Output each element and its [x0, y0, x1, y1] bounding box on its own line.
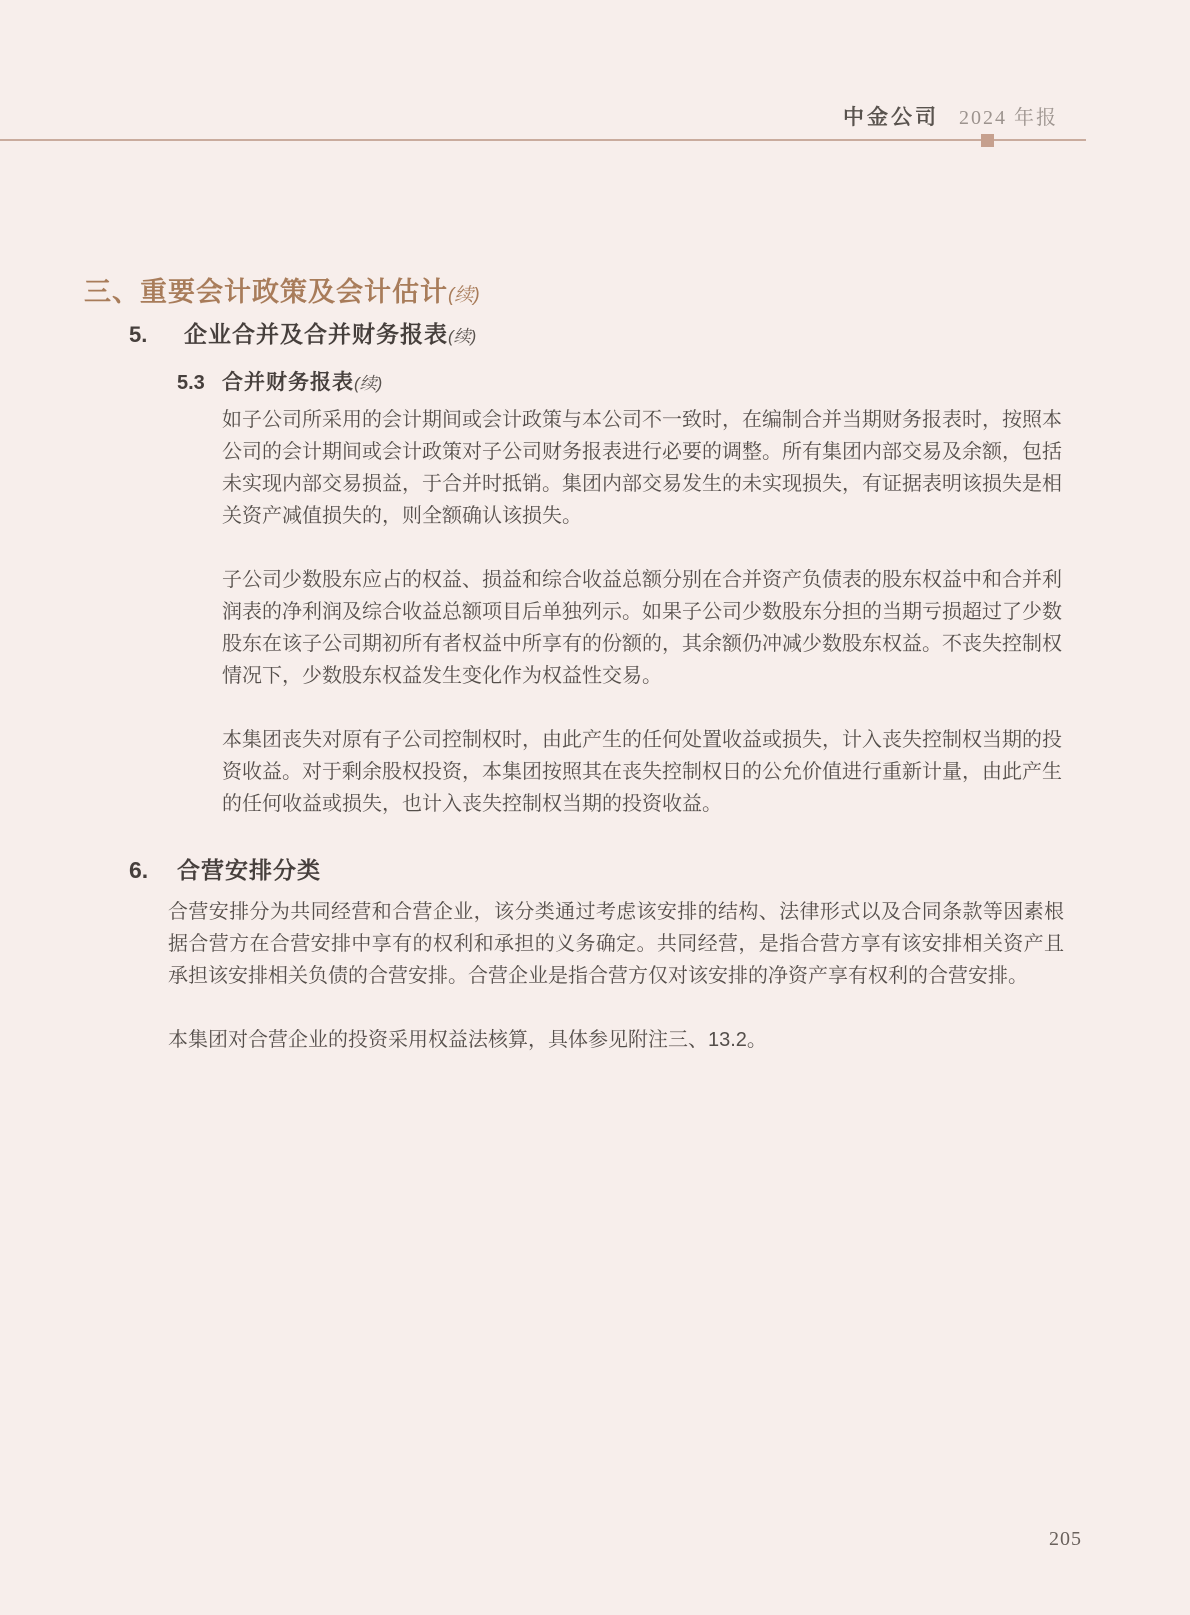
section-heading-5-3	[177, 366, 382, 396]
section-5-title-text: 企业合并及合并财务报表	[184, 321, 448, 347]
section-5-title	[184, 316, 476, 349]
paragraph: 如子公司所采用的会计期间或会计政策与本公司不一致时，在编制合并当期财务报表时，按照本公司的会计期间或会计政策对子公司财务报表进行必要的调整。所有集团内部交易及余额，包括未实现内部交易损益，于合并时抵销。集团内部交易发生的未实现损失，有证据表明该损失是相关资产减值损失的，则全额确认该损失。	[222, 409, 1062, 527]
header-rule-marker	[981, 134, 994, 147]
section-5-3-body	[222, 404, 1062, 820]
section-5-3-number: 5.3	[177, 372, 205, 394]
paragraph: 本集团丧失对原有子公司控制权时，由此产生的任何处置收益或损失，计入丧失控制权当期的投资收益。对于剩余股权投资，本集团按照其在丧失控制权日的公允价值进行重新计量，由此产生的任何收益或损失，也计入丧失控制权当期的投资收益。	[222, 729, 1062, 815]
section-heading-5	[129, 316, 476, 349]
section-heading-major	[84, 270, 480, 309]
section-heading-major-continued: (续)	[448, 285, 480, 306]
report-year: 2024 年报	[959, 107, 1058, 129]
section-5-3-title-text: 合并财务报表	[222, 371, 354, 394]
section-6-body	[168, 896, 1064, 1056]
section-6-title: 合营安排分类	[177, 857, 321, 883]
company-name: 中金公司	[843, 105, 939, 129]
page-header	[0, 101, 1058, 131]
section-5-3-title	[222, 366, 382, 396]
section-5-number: 5.	[129, 322, 148, 347]
section-heading-major-text: 三、重要会计政策及会计估计	[84, 277, 448, 307]
section-5-continued: (续)	[448, 327, 477, 346]
page-number: 205	[1049, 1528, 1082, 1550]
section-heading-6	[129, 852, 321, 885]
paragraph: 合营安排分为共同经营和合营企业，该分类通过考虑该安排的结构、法律形式以及合同条款等因素根据合营方在合营安排中享有的权利和承担的义务确定。共同经营，是指合营方享有该安排相关资产且承担该安排相关负债的合营安排。合营企业是指合营方仅对该安排的净资产享有权利的合营安排。	[168, 901, 1064, 987]
section-6-number: 6.	[129, 857, 149, 883]
section-5-3-continued: (续)	[354, 374, 383, 393]
paragraph: 本集团对合营企业的投资采用权益法核算，具体参见附注三、13.2。	[168, 1029, 767, 1051]
header-rule	[0, 139, 1086, 141]
paragraph: 子公司少数股东应占的权益、损益和综合收益总额分别在合并资产负债表的股东权益中和合并利润表的净利润及综合收益总额项目后单独列示。如果子公司少数股东分担的当期亏损超过了少数股东在该子公司期初所有者权益中所享有的份额的，其余额仍冲减少数股东权益。不丧失控制权情况下，少数股东权益发生变化作为权益性交易。	[222, 569, 1062, 687]
